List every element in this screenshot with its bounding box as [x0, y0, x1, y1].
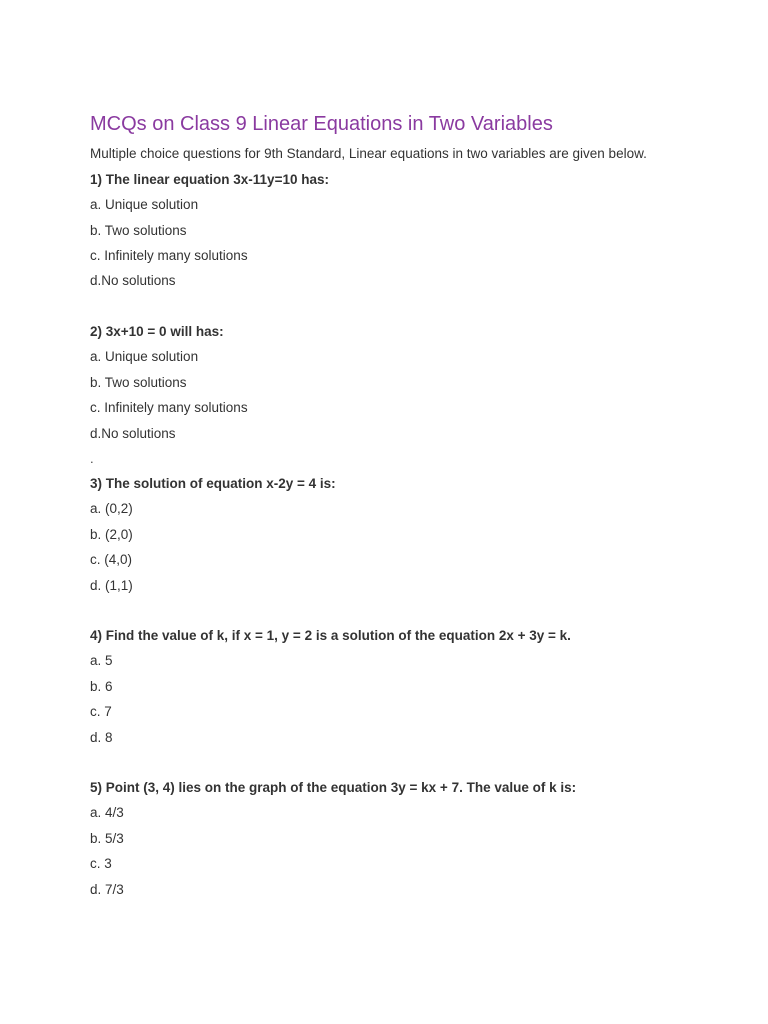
question-5-option-b: b. 5/3: [90, 831, 124, 846]
question-5-option-d: d. 7/3: [90, 882, 124, 897]
stray-dot: .: [90, 451, 94, 466]
page-title: MCQs on Class 9 Linear Equations in Two Variables: [90, 113, 553, 135]
question-3-option-c: c. (4,0): [90, 552, 133, 567]
question-1-option-b: b. Two solutions: [90, 223, 187, 238]
question-5-option-a: a. 4/3: [90, 805, 124, 820]
question-1-option-d: d.No solutions: [90, 273, 176, 288]
question-2-option-a: a. Unique solution: [90, 349, 199, 364]
question-2-option-d: d.No solutions: [90, 426, 176, 441]
question-1-option-c: c. Infinitely many solutions: [90, 248, 248, 263]
question-4-option-c: c. 7: [90, 704, 112, 719]
question-4-option-b: b. 6: [90, 679, 113, 694]
question-3-option-d: d. (1,1): [90, 578, 133, 593]
question-1-option-a: a. Unique solution: [90, 197, 199, 212]
question-3: 3) The solution of equation x-2y = 4 is:: [90, 476, 336, 491]
question-4: 4) Find the value of k, if x = 1, y = 2 is a solution of the equation 2x + 3y = k.: [90, 628, 571, 643]
question-4-option-a: a. 5: [90, 653, 113, 668]
question-1: 1) The linear equation 3x-11y=10 has:: [90, 172, 329, 187]
intro-text: Multiple choice questions for 9th Standard, Linear equations in two variables are given below.: [90, 146, 647, 161]
question-4-option-d: d. 8: [90, 730, 113, 745]
question-3-option-a: a. (0,2): [90, 501, 133, 516]
question-5: 5) Point (3, 4) lies on the graph of the equation 3y = kx + 7. The value of k is:: [90, 780, 577, 795]
question-5-option-c: c. 3: [90, 856, 112, 871]
question-2-option-b: b. Two solutions: [90, 375, 187, 390]
question-2-option-c: c. Infinitely many solutions: [90, 400, 248, 415]
question-3-option-b: b. (2,0): [90, 527, 133, 542]
question-2: 2) 3x+10 = 0 will has:: [90, 324, 224, 339]
